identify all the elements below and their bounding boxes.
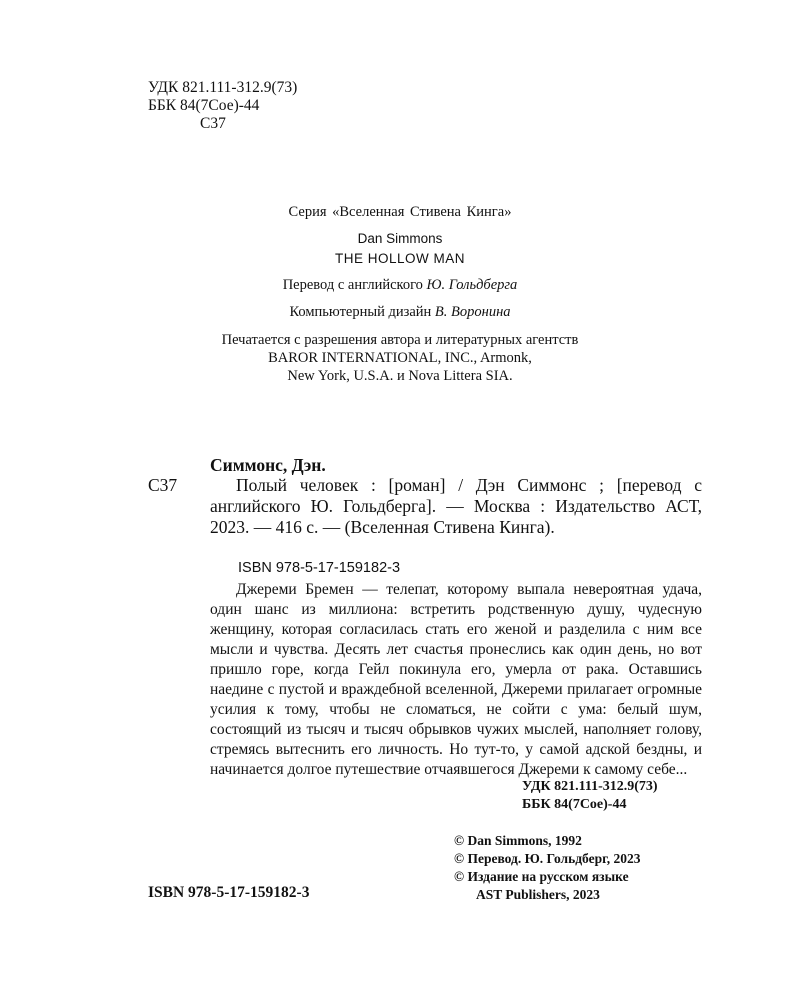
original-title: THE HOLLOW MAN [334,251,465,266]
isbn: ISBN 978-5-17-159182-3 [148,884,310,901]
author-mark: С37 [200,115,226,132]
classification-block [148,79,297,133]
bbk-code: ББК 84(7Сое)-44 [148,97,260,114]
translation-credit [0,277,800,294]
annotation: Джереми Бремен — телепат, которому выпала невероятная удача, один шанс из миллиона: встретить родственную душу, чудесную женщину, которая согласилась стать его женой и разделила с ним все мысли и чувства. Десять лет счастья пронеслись как один день, но вот пришло горе, когда Гейл покинула его, умерла от рака. Оставшись наедине с пустой и враждебной вселенной, Джереми прилагает огромные усилия к тому, чтобы не сломаться, не сойти с ума: белый шум, состоящий из тысяч и тысяч обрывков чужих мыслей, наполняет голову, стремясь вытеснить его личность. Но тут-то, у самой адской бездны, и начинается долгое путешествие отчаявшегося Джереми к самому себе... [210,581,702,778]
copyright-line: © Dan Simmons, 1992 [454,833,582,848]
udk-code-footer: УДК 821.111-312.9(73) [522,779,658,794]
designer-name: В. Воронина [434,304,511,320]
translator-name: Ю. Гольдберга [426,277,518,293]
original-author: Dan Simmons [357,231,443,246]
copyright-line: AST Publishers, 2023 [476,887,600,902]
design-prefix: Компьютерный дизайн [289,304,435,320]
permission-notice [0,331,800,385]
copyright-block [454,832,641,904]
design-credit [0,304,800,321]
catalog-author: Симмонс, Дэн. [210,455,326,475]
catalog-description: Полый человек : [роман] / Дэн Симмонс ; [перевод с английского Ю. Гольдберга]. — Москва : Издательство АСТ, 2023. — 416 с. — (Вселенная Стивена Кинга). [210,475,702,537]
classification-footer [522,778,658,814]
permission-line: Печатается с разрешения автора и литературных агентств [221,332,579,348]
bbk-code-footer: ББК 84(7Сое)-44 [522,797,627,812]
permission-line: BAROR INTERNATIONAL, INC., Armonk, [268,350,532,366]
permission-line: New York, U.S.A. и Nova Littera SIA. [287,368,513,384]
copyright-line: © Перевод. Ю. Гольдберг, 2023 [454,851,641,866]
copyright-line: © Издание на русском языке [454,869,629,884]
catalog-isbn: ISBN 978-5-17-159182-3 [238,560,401,576]
series-line: Серия «Вселенная Стивена Кинга» [288,204,512,220]
translation-prefix: Перевод с английского [282,277,427,293]
udk-code: УДК 821.111-312.9(73) [148,79,298,96]
catalog-code: С37 [148,475,178,495]
